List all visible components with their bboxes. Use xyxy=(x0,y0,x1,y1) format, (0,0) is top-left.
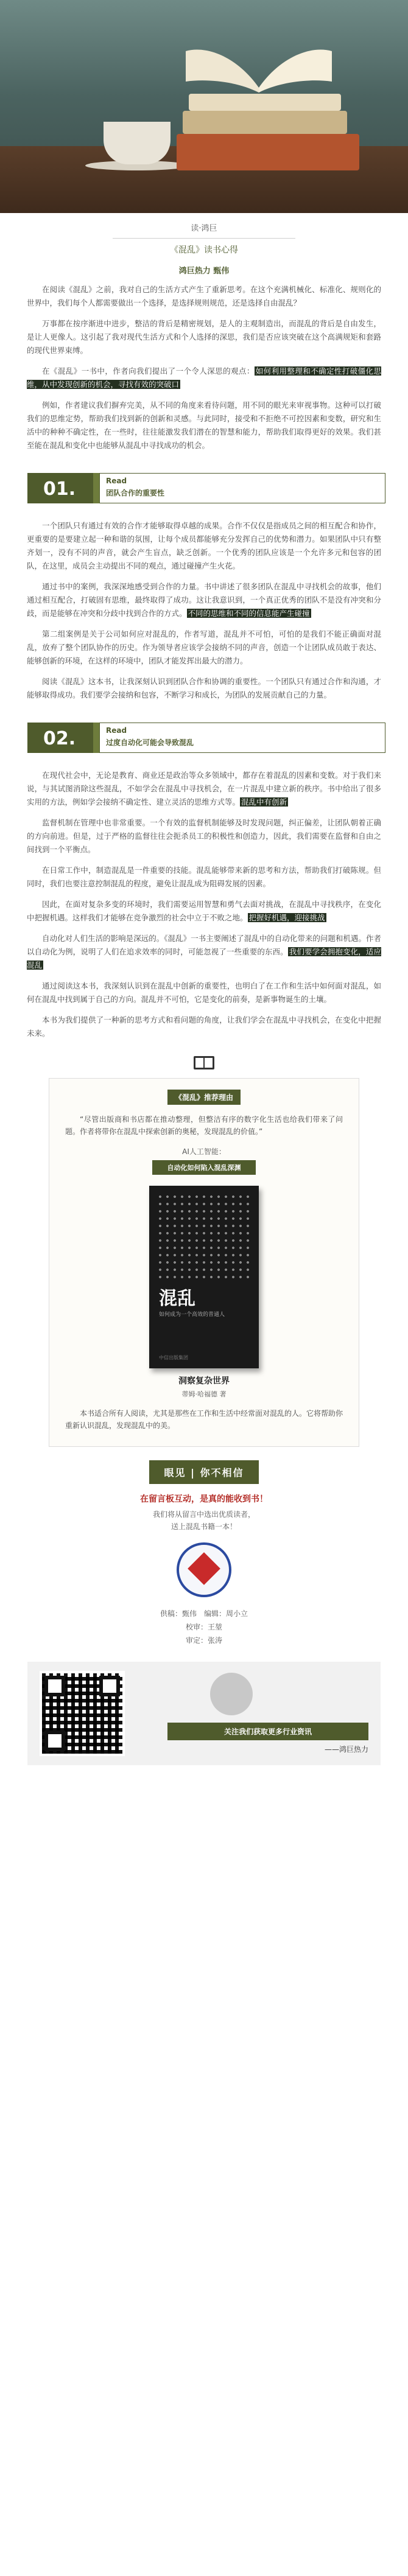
paragraph xyxy=(27,365,381,391)
credit-line: 供稿：甄伟 编辑：周小立 xyxy=(160,1609,248,1618)
section-number: 02. xyxy=(43,728,76,749)
paragraph: 第二组案例是关于公司如何应对混乱的，作者写道，混乱并不可怕，可怕的是我们不能正确面对混乱，放弃了整个团队协作的历史。作为领导者应该学会接纳不同的声音，创造一个让团队成员敢于表达、能够创新的环境，在这样的环境中，团队才能发挥出最大的潜力。 xyxy=(27,629,381,665)
message-sub-line: 我们将从留言中选出优质读者， xyxy=(152,1510,255,1519)
paragraph xyxy=(27,580,381,620)
book-name: 洞察复杂世界 xyxy=(178,1376,230,1386)
highlight: 如何利用整理和不确定性打破僵化思维，从中发现创新的机会，寻找有效的突破口 xyxy=(27,366,381,389)
book-author: 蒂姆·哈福德 著 xyxy=(181,1390,227,1398)
cover-publisher: 中信出版集团 xyxy=(159,1355,188,1360)
cover-title: 混乱 xyxy=(159,1288,195,1309)
hero-open-book xyxy=(183,21,335,94)
highlight: 不同的思维和不同的信息能产生碰撞 xyxy=(188,609,310,618)
pub-title: 《混乱》读书心得 xyxy=(170,245,238,255)
qr-corner xyxy=(44,1676,65,1696)
paragraph-text: 因此，在面对复杂多变的环境时，我们需要运用智慧和勇气去面对挑战，在混乱中寻找秩序，在变化中把握机遇。这样我们才能够在竞争激烈的社会中立于不败之地。 xyxy=(27,900,381,922)
paragraph: 监督机制在管理中也非常重要。一个有效的监督机制能够及时发现问题，纠正偏差，让团队朝着正确的方向前进。但是，过于严格的监督往往会扼杀员工的积极性和创造力，因此，我们需要在监督和自由之间找到一个平衡点。 xyxy=(27,818,381,854)
message-invite: 在留言板互动，是真的能收到书！ xyxy=(140,1494,268,1504)
company-badge-icon xyxy=(177,1542,231,1597)
section-accent xyxy=(93,473,99,503)
book-cover-image xyxy=(149,1186,259,1368)
hero-book-3 xyxy=(189,94,341,111)
follow-banner: 关注我们获取更多行业资讯 xyxy=(167,1723,368,1740)
section-tag: 读·鸿巨 xyxy=(191,224,217,233)
intro-content xyxy=(0,283,408,452)
paragraph: 例如，作者建议我们摒弃完美，从不同的角度来看待问题，用不同的眼光来审视事物。这种可以打破我们的思维定势，帮助我们找到新的创新和灵感。与此同时，接受和不拒绝不可控因素和变数，研究和生活中的种种不确定性，在一些时，往往能激发我们潜在的智慧和能力，帮助我们取得更好的效果。我们甚至能在混乱和变化中也能够从混乱中寻找成功的机会。 xyxy=(27,401,381,450)
highlight: 把握好机遇，迎接挑战 xyxy=(248,913,325,922)
paragraph: 通过阅读这本书，我深刻认识到在混乱中创新的重要性，也明白了在工作和生活中如何面对混乱，如何在混乱中找到属于自己的方向。混乱并不可怕，它是变化的前奏，是新事物诞生的土壤。 xyxy=(27,981,381,1004)
paragraph-text: 在《混乱》一书中，作者向我们提出了一个令人深思的观点： xyxy=(42,366,255,376)
hero-book-1 xyxy=(177,134,359,170)
paragraph: 在阅读《混乱》之前，我对自己的生活方式产生了重新思考。在这个充满机械化、标准化、规则化的世界中，我们每个人都需要做出一个选择，是选择规则规范，还是选择自由混乱？ xyxy=(27,285,381,307)
paragraph: 在日常工作中，制造混乱是一件重要的技能。混乱能够带来新的思考和方法，帮助我们打破陈规。但同时，我们也要注意控制混乱的程度，避免让混乱成为阻碍发展的因素。 xyxy=(27,866,381,888)
paragraph xyxy=(27,932,381,972)
qr-corner xyxy=(99,1676,120,1696)
ai-banner: 自动化如何陷入混乱深渊 xyxy=(152,1160,256,1175)
qr-corner xyxy=(44,1731,65,1751)
section-02-content xyxy=(0,769,408,1040)
footer-signature: ——鸿巨热力 xyxy=(324,1745,368,1754)
credit-line: 校审：王堃 xyxy=(185,1623,222,1631)
credit-line: 审定：张涛 xyxy=(185,1636,222,1645)
section-header-01 xyxy=(27,467,381,509)
cover-subtitle: 如何成为一个高效的普通人 xyxy=(159,1312,225,1318)
highlight: 我们要学会拥抱变化，适应混乱 xyxy=(27,947,381,970)
footer-card xyxy=(27,1662,381,1765)
section-number: 01. xyxy=(43,478,76,500)
section-accent xyxy=(93,723,99,753)
message-sub xyxy=(0,1508,408,1533)
hero-book-2 xyxy=(183,111,347,134)
book-icon-row xyxy=(0,1056,408,1072)
section-zh: 团队合作的重要性 xyxy=(106,489,165,497)
section-header-02 xyxy=(27,716,381,759)
recommend-title: 《混乱》推荐理由 xyxy=(167,1090,241,1105)
message-sub-line: 送上混乱书籍一本！ xyxy=(171,1522,237,1531)
paragraph: 阅读《混乱》这本书，让我深刻认识到团队合作和协调的重要性。一个团队只有通过合作和沟通，才能够取得成功。我们要学会接纳和包容，不断学习和成长，为团队的发展贡献自己的力量。 xyxy=(27,677,381,699)
section-label xyxy=(99,473,385,503)
section-en: Read xyxy=(106,477,127,485)
cover-dot-grid xyxy=(157,1193,251,1278)
highlight: 混乱中有创新 xyxy=(241,797,287,807)
paragraph: 本书为我们提供了一种新的思考方式和看问题的角度，让我们学会在混乱中寻找机会，在变化中把握未来。 xyxy=(27,1015,381,1038)
section-label xyxy=(99,723,385,753)
section-zh: 过度自动化可能会导致混乱 xyxy=(106,738,194,747)
believe-banner: 眼见 | 你不相信 xyxy=(149,1460,259,1484)
recommend-note: 本书适合所有人阅读，尤其是那些在工作和生活中经常面对混乱的人。它将帮助你重新认识混乱，发现混乱中的美。 xyxy=(65,1409,343,1430)
paragraph: 一个团队只有通过有效的合作才能够取得卓越的成果。合作不仅仅是指成员之间的相互配合和协作，更重要的是要建立起一种和谐的氛围，让每个成员都能够充分发挥自己的优势和潜力。如果团队中只有整齐划一，没有不同的声音，就会产生盲点，缺乏创新。一个优秀的团队应该是一个允许多元和包容的团队，在这里，成员会主动提出不同的观点，通过碰撞产生火花。 xyxy=(27,521,381,570)
hero-cup xyxy=(104,122,171,164)
authors: 鸿巨热力 甄伟 xyxy=(178,267,230,276)
paragraph-text: 在现代社会中，无论是教育、商业还是政治等众多领域中，都存在着混乱的因素和变数。对于我们来说，与其试图消除这些混乱，不如学会在混乱中寻找机会，在一片混乱中建立新的秩序。书中给出了很多实用的方法，例如学会接纳不确定性、建立灵活的思维方式等。 xyxy=(27,771,381,807)
paragraph xyxy=(27,898,381,925)
recommend-text: “尽管出版商和书店都在推动整理，但整洁有序的数字化生活也给我们带来了问题。作者将带你在混乱中探索创新的奥秘，发现混乱的价值。” xyxy=(65,1115,343,1136)
section-en: Read xyxy=(106,726,127,735)
paragraph-text: 自动化对人们生活的影响是深远的。《混乱》一书主要阐述了混乱中的自动化带来的问题和机遇。作者以自动化为例，说明了人们在追求效率的同时，可能忽视了一些重要的东西。 xyxy=(27,934,381,956)
ai-label: AI人工智能： xyxy=(182,1147,226,1156)
paragraph: 万事都在按序渐进中进步，整洁的背后是精密规划，是人的主观制造出，而混乱的背后是自由发生，是让人更像人。这引起了我对现代生活方式和个人选择的深思，我们是否应该突破在这个高满规矩和套路的现代世界束缚。 xyxy=(27,319,381,355)
hero-image xyxy=(0,0,408,213)
section-01-content xyxy=(0,519,408,702)
open-book-icon xyxy=(194,1056,214,1069)
recommend-box xyxy=(49,1078,359,1447)
paragraph-text: 通过书中的案例，我深深地感受到合作的力量。书中讲述了很多团队在混乱中寻找机会的故事，他们通过相互配合，打破固有思维，最终取得了成功。这让我意识到，一个真正优秀的团队不是没有冲突和分歧，而是能够在冲突和分歧中找到合作的方式。 xyxy=(27,582,381,618)
header-divider xyxy=(113,238,295,239)
mascot-icon xyxy=(210,1673,253,1715)
credits xyxy=(0,1607,408,1647)
paragraph xyxy=(27,769,381,809)
